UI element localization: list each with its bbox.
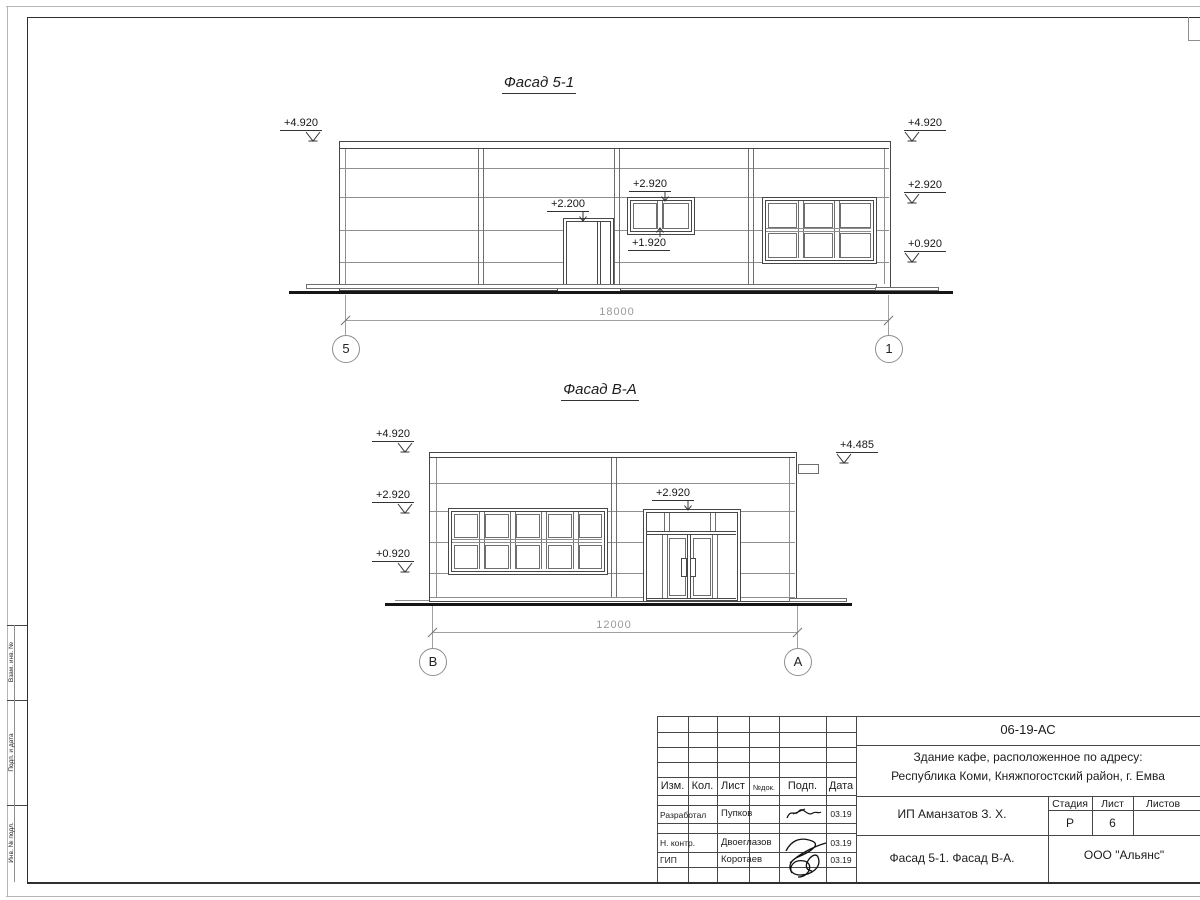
- margin-label-inv: Инв. № подл.: [8, 822, 15, 863]
- row-name: Коротаев: [721, 854, 763, 865]
- stage-value: Р: [1065, 816, 1074, 830]
- plinth-strip: [306, 284, 877, 289]
- titleblock-line: [856, 835, 1200, 836]
- entrance-inner-frame: [646, 512, 738, 601]
- stage-header: Стадия: [1052, 798, 1088, 810]
- elevation-mark: +4.920: [372, 428, 414, 442]
- door-height-mark: +2.200: [547, 198, 589, 212]
- leader-arrow-icon: [660, 192, 670, 202]
- sheet-content-title: Фасад 5-1. Фасад В-А.: [889, 851, 1015, 865]
- signature: [783, 805, 823, 823]
- window-pane: [840, 203, 871, 228]
- corner-box-line: [1188, 17, 1189, 40]
- wall-joint: [748, 149, 754, 284]
- margin-box-line: [7, 625, 27, 626]
- window-pane: [840, 233, 871, 258]
- facade-b-a-title: Фасад В-А: [555, 381, 645, 398]
- door-leaf-line: [600, 222, 601, 287]
- wall-joint: [478, 149, 484, 284]
- window-pane: [516, 545, 540, 569]
- row-name: Пупков: [721, 808, 753, 819]
- window-pane: [485, 545, 509, 569]
- extension-line: [432, 606, 433, 649]
- titleblock-line: [657, 716, 658, 882]
- door-handle: [690, 558, 696, 577]
- elevation-mark-icon: [305, 131, 321, 142]
- door-meeting-stile: [687, 535, 688, 598]
- transom-mullion: [710, 513, 716, 531]
- row-role: ГИП: [660, 855, 677, 865]
- col-header-data: Дата: [828, 780, 854, 792]
- dimension-line: [345, 320, 888, 321]
- margin-label-podp: Подп. и дата: [8, 733, 15, 772]
- dimension-line: [432, 632, 797, 633]
- row-date: 03.19: [830, 855, 852, 865]
- wall-joint: [614, 149, 620, 284]
- transom-rail: [647, 531, 736, 532]
- elevation-mark-icon: [904, 252, 920, 263]
- ground-line: [289, 291, 953, 294]
- col-header-ndok: №док.: [753, 783, 775, 792]
- titleblock-line: [657, 732, 856, 733]
- elevation-mark: +0.920: [372, 548, 414, 562]
- window-mullion: [541, 512, 547, 569]
- signature: [778, 833, 834, 881]
- titleblock-line: [688, 716, 689, 882]
- leader-arrow-icon: [655, 227, 665, 237]
- transom-rail: [647, 534, 736, 535]
- elevation-mark: +2.920: [372, 489, 414, 503]
- margin-box-line: [7, 700, 27, 701]
- elevation-mark-icon: [397, 442, 413, 453]
- row-role: Н. контр.: [660, 838, 696, 848]
- titleblock-line: [717, 716, 718, 882]
- window-pane: [548, 545, 572, 569]
- facade-5-1-title: Фасад 5-1: [494, 74, 584, 91]
- dimension-value: 18000: [599, 306, 635, 318]
- window-top-mark: +2.920: [629, 178, 671, 192]
- window-rail: [766, 231, 871, 232]
- window-pane: [804, 233, 833, 258]
- row-name: Двоеглазов: [721, 837, 772, 848]
- window-pane: [579, 514, 602, 538]
- elevation-mark-icon: [904, 193, 920, 204]
- window-pane: [768, 233, 797, 258]
- corner-box-line: [1188, 40, 1200, 41]
- project-address-line2: Республика Коми, Княжпогостский район, г. Емва: [891, 769, 1165, 783]
- plinth-strip: [789, 598, 847, 602]
- corner-column-line: [789, 458, 790, 597]
- window-pane: [579, 545, 602, 569]
- window-rail: [452, 542, 602, 543]
- margin-label-vzam: Взам. инв. №: [8, 641, 15, 683]
- window-pane: [663, 203, 689, 229]
- corner-column-line: [345, 149, 346, 284]
- titleblock-line: [657, 805, 856, 806]
- leader-arrow-icon: [683, 501, 693, 511]
- window-pane: [633, 203, 657, 229]
- ground-line: [385, 603, 852, 606]
- outer-border-bottom: [6, 896, 1200, 897]
- dimension-value: 12000: [596, 619, 632, 631]
- door-height-mark: +2.920: [652, 487, 694, 501]
- sidelight-mullion: [662, 535, 668, 598]
- window-pane: [548, 514, 572, 538]
- doc-number: 06-19-АС: [1000, 722, 1056, 737]
- window-rail: [766, 228, 871, 229]
- titleblock-line: [657, 823, 856, 824]
- leader-arrow-icon: [578, 212, 588, 222]
- elevation-mark-icon: [397, 503, 413, 514]
- frame-bottom: [27, 882, 1200, 884]
- axis-bubble-v: В: [419, 648, 447, 676]
- elevation-mark: +4.920: [904, 117, 946, 131]
- row-role: Разработал: [660, 810, 707, 820]
- axis-bubble-1: 1: [875, 335, 903, 363]
- titleblock-line: [657, 747, 856, 748]
- window-pane: [804, 203, 833, 228]
- door-leaf-line: [597, 222, 598, 287]
- extension-line: [797, 606, 798, 649]
- row-date: 03.19: [830, 838, 852, 848]
- sheets-header: Листов: [1145, 798, 1181, 810]
- titleblock-line: [657, 762, 856, 763]
- extension-line: [345, 295, 346, 336]
- outer-border-top: [6, 6, 1200, 7]
- col-header-list: Лист: [721, 780, 745, 792]
- wall-joint: [611, 458, 617, 597]
- client-name: ИП Аманзатов З. Х.: [897, 807, 1007, 821]
- titleblock-line: [856, 745, 1200, 746]
- corner-column-line: [884, 149, 885, 284]
- elevation-mark-icon: [836, 453, 852, 464]
- titleblock-line: [657, 716, 1200, 717]
- sheet-header: Лист: [1101, 798, 1124, 810]
- row-date: 03.19: [830, 809, 852, 819]
- roof-scupper: [798, 464, 819, 474]
- elevation-mark: +4.920: [280, 117, 322, 131]
- corner-column-line: [436, 458, 437, 597]
- sheet-number: 6: [1109, 816, 1116, 830]
- frame-left: [27, 17, 28, 883]
- project-address-line1: Здание кафе, расположенное по адресу:: [913, 750, 1143, 764]
- col-header-podp: Подп.: [787, 780, 818, 792]
- elevation-mark: +4.485: [836, 439, 878, 453]
- entrance-threshold: [647, 598, 736, 599]
- window-pane: [454, 545, 478, 569]
- axis-bubble-5: 5: [332, 335, 360, 363]
- titleblock-line: [856, 796, 1200, 797]
- sidelight-mullion: [712, 535, 718, 598]
- door-handle: [681, 558, 687, 577]
- axis-bubble-a: А: [784, 648, 812, 676]
- window-pane: [454, 514, 478, 538]
- col-header-kol: Кол.: [691, 780, 714, 792]
- window-pane: [768, 203, 797, 228]
- extension-line: [888, 295, 889, 336]
- titleblock-line: [1048, 810, 1200, 811]
- company-name: ООО "Альянс": [1083, 848, 1165, 862]
- elevation-mark-icon: [397, 562, 413, 573]
- elevation-mark-icon: [904, 131, 920, 142]
- col-header-izm: Изм.: [660, 780, 685, 792]
- elevation-mark: +0.920: [904, 238, 946, 252]
- window-rail: [452, 539, 602, 540]
- elevation-mark: +2.920: [904, 179, 946, 193]
- titleblock-line: [657, 795, 856, 796]
- door-inner-frame: [566, 221, 611, 288]
- window-pane: [485, 514, 509, 538]
- frame-top: [27, 17, 1200, 18]
- plinth-strip: [395, 600, 429, 601]
- transom-mullion: [664, 513, 670, 531]
- window-bottom-mark: +1.920: [628, 237, 670, 251]
- window-pane: [516, 514, 540, 538]
- titleblock-line: [657, 777, 856, 778]
